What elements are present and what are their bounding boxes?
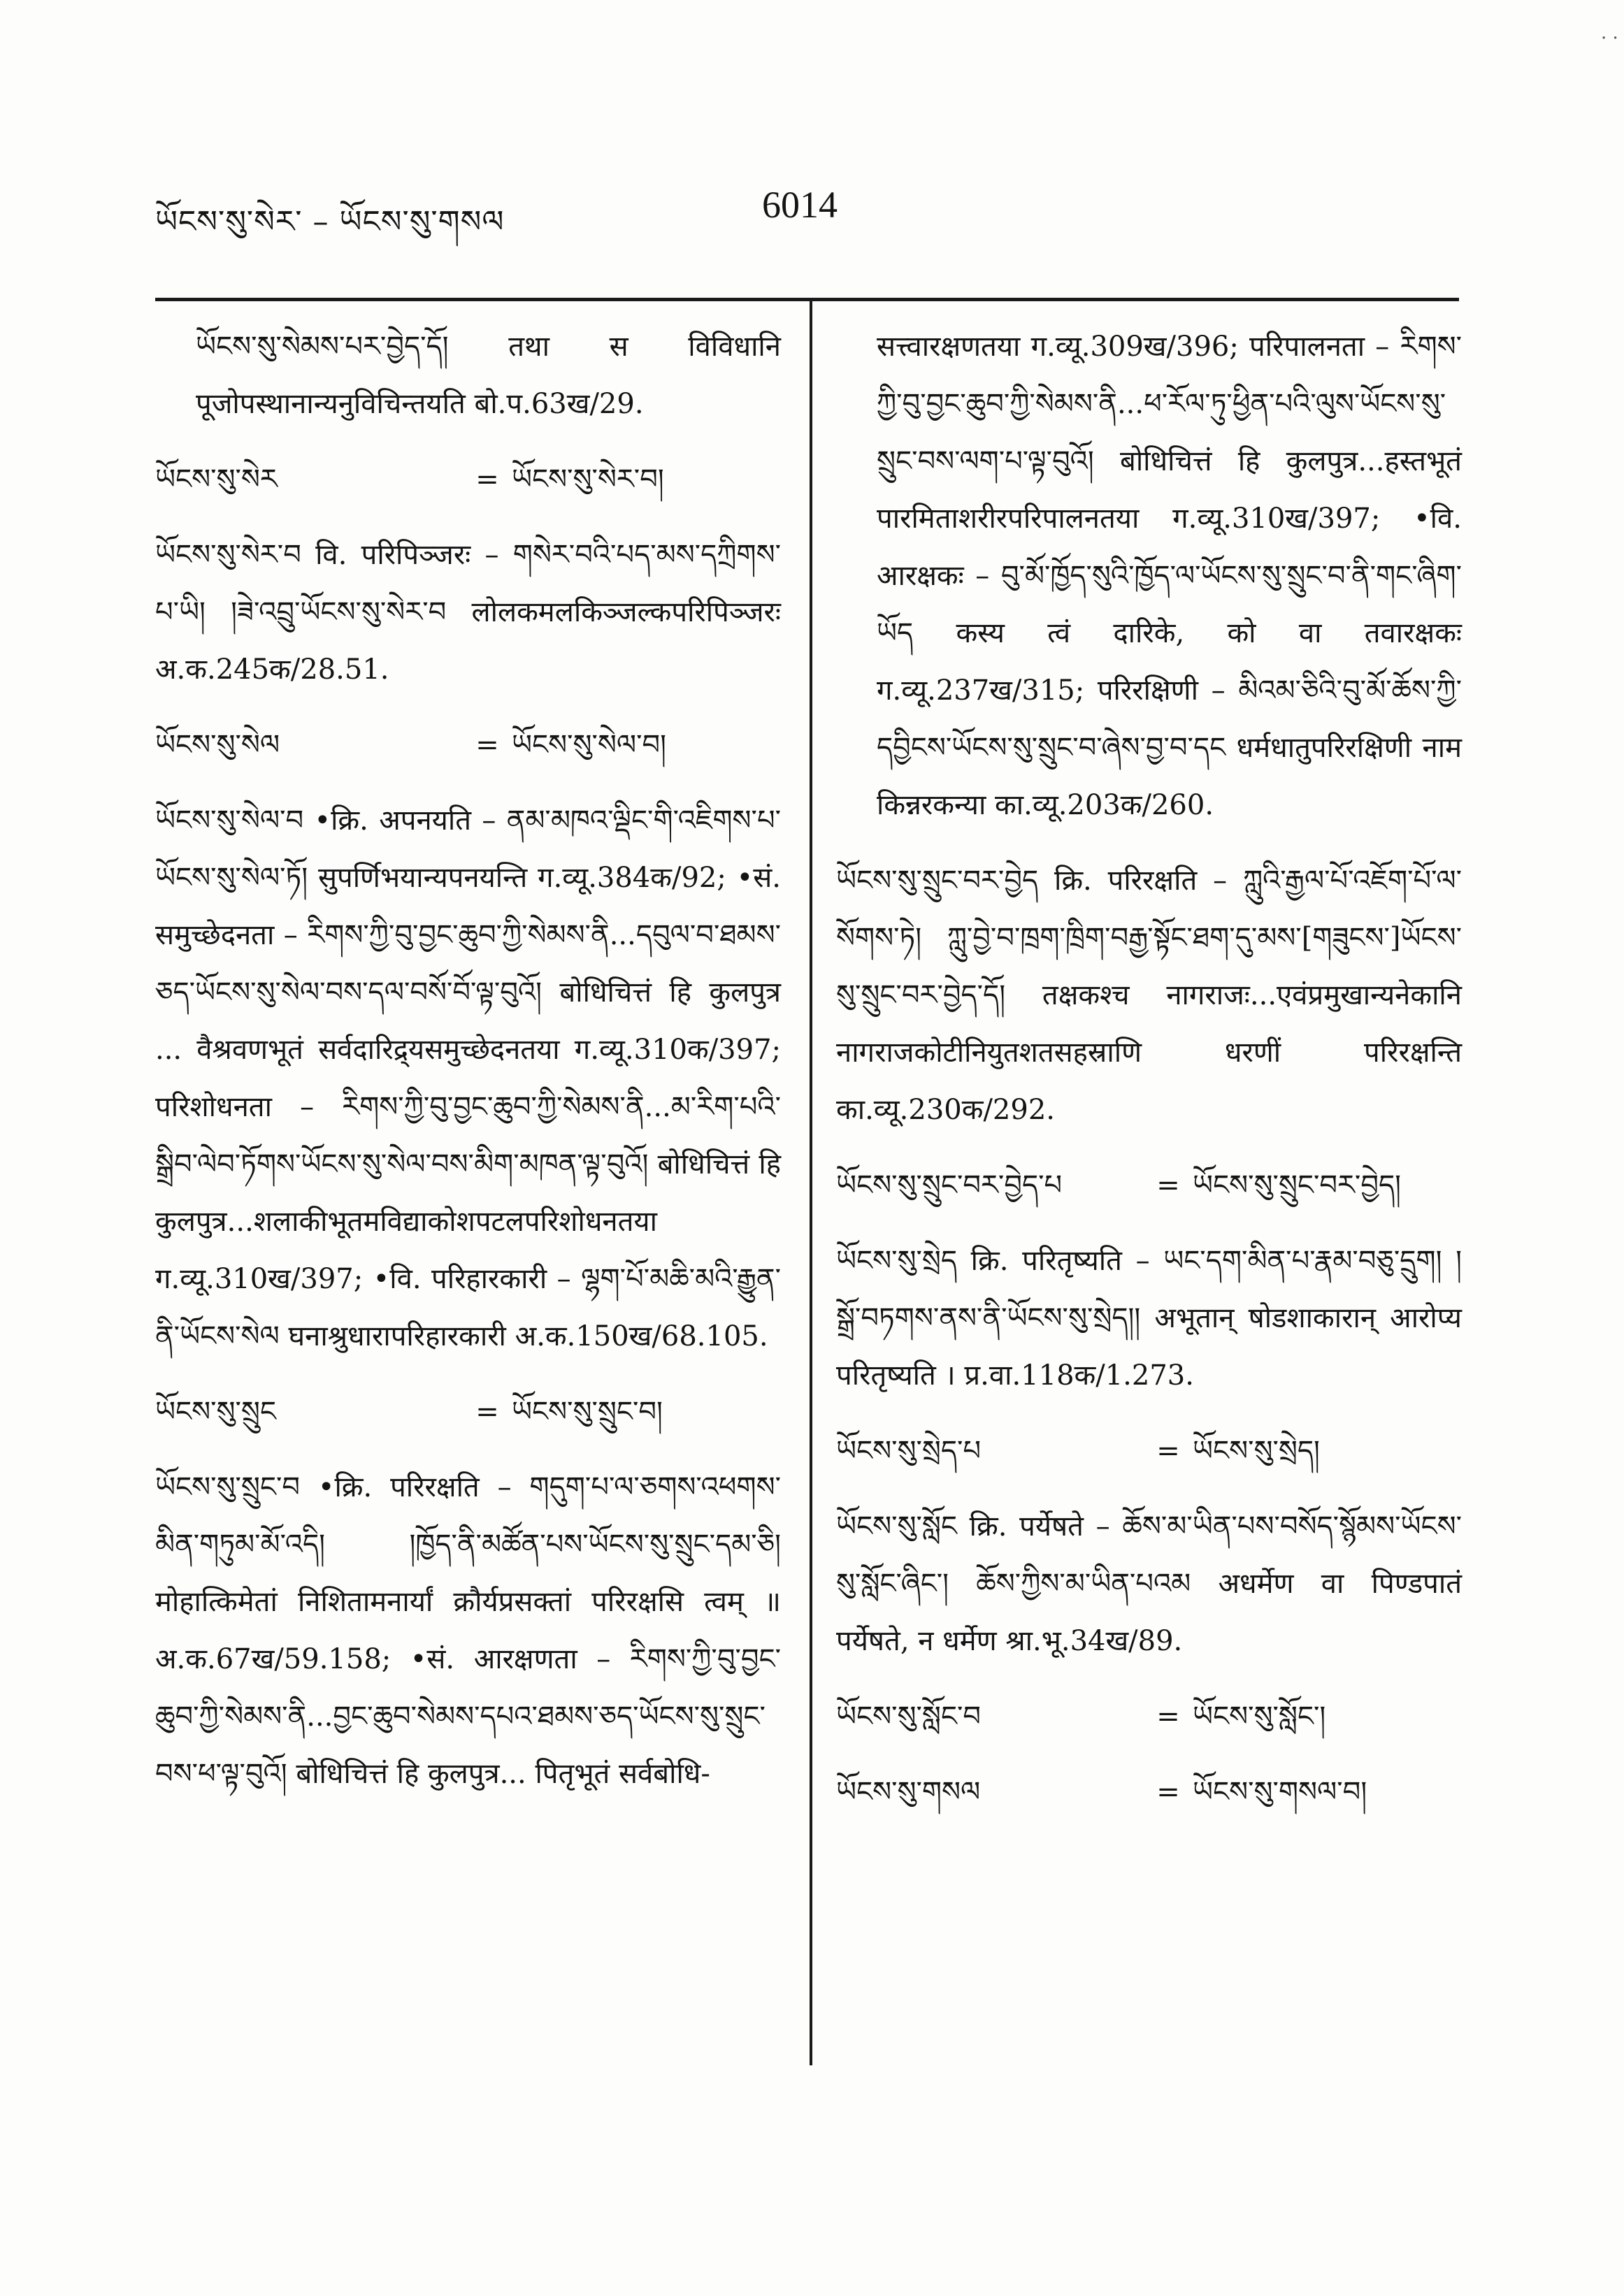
reference-target: ཡོངས་སུ་སྲུང་བ། (512, 1396, 663, 1428)
dictionary-entry: ཡོངས་སུ་སྲེད क्रि. परितृष्यति – ཡང་དག་མིན་པ་རྣམ་བཅུ་དྲུག། །སྒྲོ་བཏགས་ནས་ནི་ཡོངས་སུ་སྲེད།། अभूतान् षोडशाकारान् आरोप्य परितृष्यति । प्र.वा.118क/1.273. (836, 1245, 1462, 1392)
right-column (836, 318, 1462, 1839)
equals-sign: = (475, 729, 499, 761)
dictionary-entry: ཡོངས་སུ་སྲུང་བར་བྱེད क्रि. परिरक्षति – ཀླུའི་རྒྱལ་པོ་འཇོག་པོ་ལ་སོགས་ཏེ། ཀླུ་བྱེ་བ་ཁྲག་ཁྲིག་བརྒྱ་སྟོང་ཐག་དུ་མས་[གཟུངས་]ཡོངས་སུ་སྲུང་བར་བྱེད་དོ། तक्षकश्च नागराजः...एवंप्रमुखान्यनेकानि नागराजकोटीनियुतशतसहस्राणि धरणीं परिरक्षन्ति का.व्यू.230क/292. (836, 865, 1462, 1126)
left-column (155, 318, 781, 1821)
cross-reference-entry (836, 1763, 1462, 1821)
cross-reference-entry (836, 1688, 1462, 1745)
running-head: ཡོངས་སུ་སེར་ – ཡོངས་སུ་གསལ (155, 204, 505, 240)
headword: ཡོངས་སུ་གསལ (836, 1776, 981, 1808)
page-number: 6014 (762, 184, 838, 226)
equals-sign: = (1156, 1701, 1180, 1733)
reference-target: ཡོངས་སུ་སྲེད། (1193, 1435, 1320, 1467)
reference-target: ཡོངས་སུ་གསལ་བ། (1193, 1776, 1367, 1808)
bottom-margin (0, 2069, 1624, 2296)
reference-target: ཡོངས་སུ་སེར་བ། (512, 463, 664, 496)
cross-reference-entry (836, 1157, 1462, 1214)
dictionary-entry: ཡོངས་སུ་སློང क्रि. पर्येषते – ཆོས་མ་ཡིན་པས་བསོད་སྙོམས་ཡོངས་སུ་སློང་ཞིང་། ཆོས་ཀྱིས་མ་ཡིན་པའམ अधर्मेण वा पिण्डपातं पर्येषते, न धर्मेण श्रा.भू.34ख/89. (836, 1510, 1462, 1657)
headword: ཡོངས་སུ་སྲེད་པ (836, 1435, 982, 1467)
headword: ཡོངས་སུ་སྲུང (155, 1396, 276, 1428)
cross-reference-entry (155, 716, 781, 774)
cross-reference-entry (836, 1422, 1462, 1480)
dictionary-entry: ཡོངས་སུ་སྲུང་བ •क्रि. परिरक्षति – གདུག་པ་ལ་ཅགས་འཕགས་མིན་གཏུམ་མོ་འདི། །ཁྱོད་ནི་མཚོན་པས་ཡོངས་སུ་སྲུང་དམ་ཅི། मोहात्किमेतां निशितामनार्यां क्रौर्यप्रसक्तां परिरक्षसि त्वम् ॥ अ.क.67ख/59.158; •सं. आरक्षणता – རིགས་ཀྱི་བུ་བྱང་ཆུབ་ཀྱི་སེམས་ནི...བྱང་ཆུབ་སེམས་དཔའ་ཐམས་ཅད་ཡོངས་སུ་སྲུང་བས་ཕ་ལྟ་བུའོ། बोधिचित्तं हि कुलपुत्र... पितृभूतं सर्वबोधि- (155, 1471, 781, 1790)
reference-target: ཡོངས་སུ་སློང་། (1193, 1701, 1326, 1733)
cross-reference-entry (155, 451, 781, 508)
headword: ཡོངས་སུ་སེར (155, 463, 278, 496)
dictionary-entry: ཡོངས་སུ་སེར་བ वि. परिपिञ्जरः – གསེར་བའི་པད་མས་དཀྲིགས་པ་ཡི། །ཟེ་འབྲུ་ཡོངས་སུ་སེར་བ लोलकमलकिञ्जल्कपरिपिञ्जरः अ.क.245क/28.51. (155, 539, 781, 686)
equals-sign: = (475, 1396, 499, 1428)
equals-sign: = (1156, 1435, 1180, 1467)
page-header (0, 0, 1624, 294)
equals-sign: = (475, 463, 499, 496)
header-rule (155, 298, 1459, 301)
reference-target: ཡོངས་སུ་སྲུང་བར་བྱེད། (1193, 1169, 1401, 1201)
column-divider (810, 301, 812, 2065)
equals-sign: = (1156, 1776, 1180, 1808)
headword: ཡོངས་སུ་སློང་བ (836, 1701, 981, 1733)
continued-entry: ཡོངས་སུ་སེམས་པར་བྱེད་དོ། तथा स विविधानि पूजोपस्थानान्यनुविचिन्तयति बो.प.63ख/29. (196, 331, 781, 420)
equals-sign: = (1156, 1169, 1180, 1201)
dictionary-entry: ཡོངས་སུ་སེལ་བ •क्रि. अपनयति – ནམ་མཁའ་ལྡིང་གི་འཇིགས་པ་ཡོངས་སུ་སེལ་ཏོ། सुपर्णिभयान्यपनयन्ति ग.व्यू.384क/92; •सं. समुच्छेदनता – རིགས་ཀྱི་བུ་བྱང་ཆུབ་ཀྱི་སེམས་ནི...དབུལ་བ་ཐམས་ཅད་ཡོངས་སུ་སེལ་བས་དལ་བསོ་བོ་ལྟ་བུའོ། बोधिचित्तं हि कुलपुत्र ... वैश्रवणभूतं सर्वदारिद्र्यसमुच्छेदनतया ग.व्यू.310क/397; परिशोधनता – རིགས་ཀྱི་བུ་བྱང་ཆུབ་ཀྱི་སེམས་ནི...མ་རིག་པའི་སྒྲིབ་ལེབ་ཏོགས་ཡོངས་སུ་སེལ་བས་མིག་མཁན་ལྟ་བུའོ། बोधिचित्तं हि कुलपुत्र...शलाकीभूतमविद्याकोशपटलपरिशोधनतया ग.व्यू.310ख/397; •वि. परिहारकारी – ལྷག་པོ་མཆི་མའི་རྒྱུན་ནི་ཡོངས་སེལ घनाश्रुधारापरिहारकारी अ.क.150ख/68.105. (155, 804, 781, 1352)
headword: ཡོངས་སུ་སྲུང་བར་བྱེད་པ (836, 1169, 1063, 1201)
headword: ཡོངས་སུ་སེལ (155, 729, 280, 761)
continued-entry: सत्त्वारक्षणतया ग.व्यू.309ख/396; परिपालनता – རིགས་ཀྱི་བུ་བྱང་ཆུབ་ཀྱི་སེམས་ནི...ཕ་རོལ་ཏུ་ཕྱིན་པའི་ལུས་ཡོངས་སུ་སྲུང་བས་ལག་པ་ལྟ་བུའོ། बोधिचित्तं हि कुलपुत्र...हस्तभूतं पारमिताशरीरपरिपालनतया ग.व्यू.310ख/397; •वि. आरक्षकः – བུ་མོ་ཁྱོད་སུའི་ཁྱོད་ལ་ཡོངས་སུ་སྲུང་བ་ནི་གང་ཞིག་ཡོད कस्य त्वं दारिके, को वा तवारक्षकः ग.व्यू.237ख/315; परिरक्षिणी – མིའམ་ཅིའི་བུ་མོ་ཆོས་ཀྱི་དབྱིངས་ཡོངས་སུ་སྲུང་བ་ཞེས་བྱ་བ་དང धर्मधातुपरिरक्षिणी नाम किन्नरकन्या का.व्यू.203क/260. (877, 331, 1462, 821)
cross-reference-entry (155, 1383, 781, 1441)
reference-target: ཡོངས་སུ་སེལ་བ། (512, 729, 667, 761)
margin-marks: · · (1601, 28, 1618, 49)
